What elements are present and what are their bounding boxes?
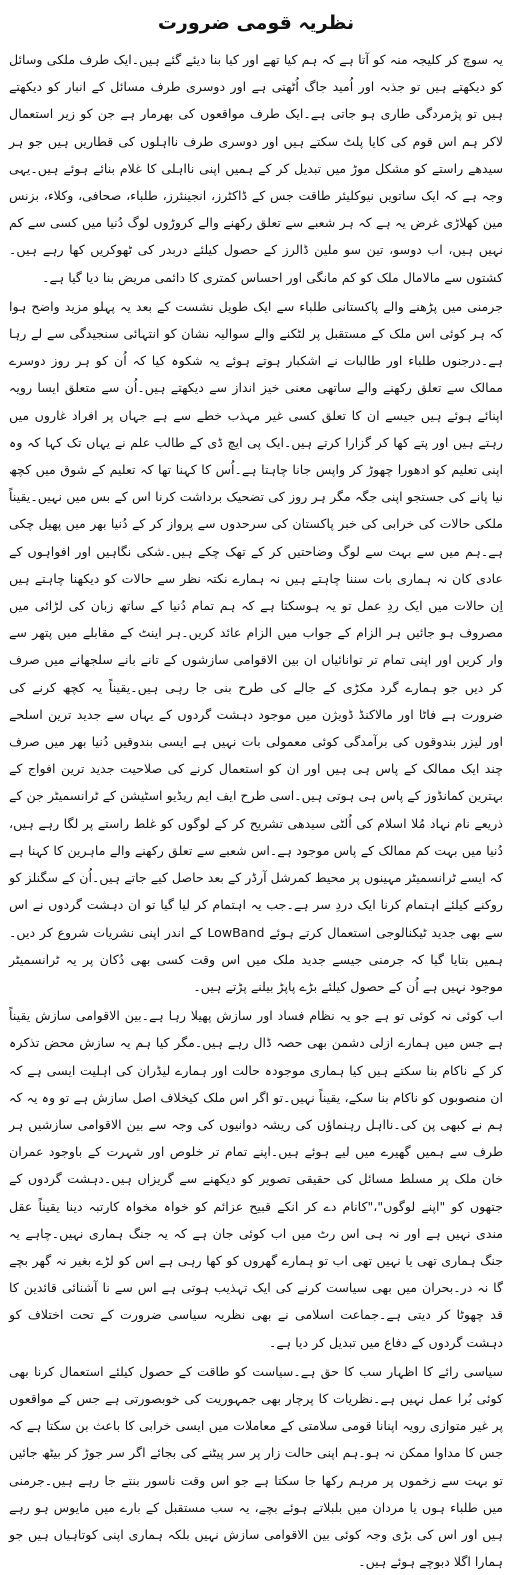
paragraph-2: جرمنی میں پڑھنے والے پاکستانی طلباء سے ایک طویل نشست کے بعد یہ پہلو مزید واضح ہوا کہ ہر کوئی اس ملک کے مستقبل پر لٹکنے والے سوالیہ نشان کو انتہائی سنجیدگی سے لے رہا ہے۔درجنوں طلباء اور طالبات نے اشکبار ہوتے ہوئے یہ شکوہ کیا کہ اُن کو ہر روز دوسرے ممالک سے تعلق رکھنے والے ساتھی معنی خیز انداز سے دیکھتے ہیں۔اُن سے متعلق ایسا رویہ اپنائے ہوئے ہیں جیسے ان کا تعلق کسی غیر مہذب خطے سے ہے جہاں پر افراد غاروں میں رہتے ہیں اور پتے کھا کر گزارا کرتے ہیں۔ایک پی ایچ ڈی کے طالب علم نے یہاں تک کہا کہ وہ اپنی تعلیم کو ادھورا چھوڑ کر واپس جانا چاہتا ہے۔اُس کا کہنا تھا کہ تعلیم کے شوق میں کچھ نیا پانے کی جستجو اپنی جگہ مگر ہر روز کی تضحیک برداشت کرنا اس کے بس میں نہیں۔یقیناً ملکی حالات کی خرابی کی خبر پاکستان کی سرحدوں سے پرواز کر کے دُنیا بھر میں پھیل چکی ہے۔ہم میں سے بہت سے لوگ وضاحتیں کر کے تھک چکے ہیں۔شکی نگاہیں اور افواہوں کے عادی کان نہ ہماری بات سننا چاہتے ہیں نہ ہمارے نکتہ نظر سے حالات کو دیکھنا چاہتے ہیں اِن حالات میں ایک ردِ عمل تو یہ ہوسکتا ہے کہ ہم تمام دُنیا کے ساتھ زبان کی لڑائی میں مصروف ہو جائیں ہر الزام کے جواب میں الزام عائد کریں۔ہر اینٹ کے مقابلے میں پتھر سے وار کریں اور اپنی تمام تر توانائیاں ان بین الاقوامی سازشوں کے تانے بانے سلجھانے میں صرف کر دیں جو ہمارے گرد مکڑی کے جالے کی طرح بنی جا رہی ہیں۔یقیناً یہ کچھ کرنے کی ضرورت ہے فاٹا اور مالاکنڈ ڈویژن میں موجود دہشت گردوں کے یہاں سے جدید ترین اسلحے اور لیزر بندوقوں کی برآمدگی کوئی معمولی بات نہیں ہے ایسی بندوقیں دُنیا بھر میں صرف چند ایک ممالک کے پاس ہی ہیں اور ان کو استعمال کرنے کی صلاحیت جدید ترین افواج کے بہترین کمانڈوز کے پاس ہی ہوتی ہیں۔اسی طرح ایف ایم ریڈیو اسٹیشن کے ٹرانسمیٹر جن کے ذریعے نام نہاد مُلا اسلام کی اُلٹی سیدھی تشریح کر کے لوگوں کو غلط راستے پر لگا رہے ہیں، دُنیا میں بہت کم ممالک کے پاس موجود ہے۔اس شعبے سے تعلق رکھنے والے ماہرین کا کہنا ہے کہ ایسے ٹرانسمیٹر مہینوں پر محیط کمرشل آرڈر کے بعد حاصل کیے جاتے ہیں۔اُن کے سگنلز کو روکنے کیلئے اہتمام کرنا ایک دردِ سر ہے۔جب یہ اہتمام کر لیا گیا تو ان دہشت گردوں نے اس سے بھی جدید ٹیکنالوجی استعمال کرتے ہوئے LowBand کے اندر اپنی نشریات شروع کر دیں۔ہمیں بتایا گیا کہ جرمنی جیسے جدید ملک میں اس وقت کسی بھی دُکان پر یہ ٹرانسمیٹر موجود نہیں ہے اُن کے حصول کیلئے بڑے پاپڑ بیلنے پڑتے ہیں۔ <box>8 298 504 994</box>
column-title: نظریہ قومی ضرورت <box>157 12 355 34</box>
column-body <box>9 46 503 1575</box>
paragraph-1: یہ سوچ کر کلیجہ منہ کو آتا ہے کہ ہم کیا تھے اور کیا بنا دیئے گئے ہیں۔ایک طرف ملکی وسائل کو دیکھتے ہیں تو جذبہ اور اُمید جاگ اُٹھتی ہے اور دوسری طرف مسائل کے انبار کو دیکھتے ہیں تو پژمردگی طاری ہو جاتی ہے۔ایک طرف مواقعوں کی بھرمار ہے جن کو زیر استعمال لاکر ہم اس قوم کی کایا پلٹ سکتے ہیں اور دوسری طرف نااہلوں کی قطاریں ہیں جو ہر سیدھے راستے کو مشکل موڑ میں تبدیل کر کے ہمیں اپنی نااہلی کا غلام بنائے ہوئے ہیں۔یہی وجہ ہے کہ ایک ساتویں نیوکلیئر طاقت جس کے ڈاکٹرز، انجینئرز، طلباء، صحافی، وکلاء، بزنس مین کھلاڑی غرض یہ ہے کہ ہر شعبے سے تعلق رکھنے والے کروڑوں لوگ دُنیا میں کسی سے کم نہیں ہیں، اب دوسو، تین سو ملین ڈالرز کے حصول کیلئے دربدر کی ٹھوکریں کھا رہے ہیں۔کشتوں سے مالامال ملک کو کم مانگی اور احساس کمتری کا دائمی مریض بنا دیا گیا ہے۔ <box>9 52 503 285</box>
paragraph-4: سیاسی رائے کا اظہار سب کا حق ہے۔سیاست کو طاقت کے حصول کیلئے استعمال کرنا بھی کوئی بُرا عمل نہیں ہے۔نظریات کا پرچار بھی جمہوریت کی خوبصورتی ہے جس کے مواقعوں پر غیر متوازی رویہ اپنانا قومی سلامتی کے معاملات میں ایسی خرابی کا باعث بن سکتا ہے کہ جس کا مداوا ممکن نہ ہو۔ہم اپنی حالت زار پر سر پیٹنے کی بجائے اگر سر جوڑ کر بیٹھ جائیں تو بہت سے زخموں پر مرہم رکھا جا سکتا ہے جو اس وقت ناسور بنتے جا رہے ہیں۔جرمنی میں طلباء ہوں یا مردان میں بلبلاتے ہوئے بچے، یہ سب مستقبل کے بارے میں مایوس ہو رہے ہیں اور اس کی بڑی وجہ کوئی بین الاقوامی سازش نہیں بلکہ ہماری اپنی کوتاہیاں ہیں جو ہمارا اگلا دبوچے ہوئے ہیں۔ <box>9 1363 503 1570</box>
paragraph-3: اب کوئی نہ کوئی تو ہے جو یہ نظام فساد اور سازش پھیلا رہا ہے۔بین الاقوامی سازش یقیناً ہے جس میں ہمارے ازلی دشمن بھی حصہ ڈال رہے ہیں۔مگر کیا ہم یہ سازش محض تذکرہ کر کے ناکام بنا سکتے ہیں کیا ہماری موجودہ حالت اور ہمارے لیڈران کی اہلیت ایسی ہے کہ ان منصوبوں کو ناکام بنا سکے، یقیناً نہیں۔تو اگر اس ملک کیخلاف اصل سازش ہے تو وہ یہ کہ ہم نے کبھی پن کی۔نااہل رہنماؤں کی ریشہ دوانیوں کی وجہ سے بین الاقوامی سازشیں ہر طرف سے ہمیں گھیرے میں لیے ہوئے ہیں۔اپنے تمام تر خلوص اور شہرت کے باوجود عمران خان ملک پر مسلط مسائل کی حقیقی تصویر کو دیکھنے سے گریزاں ہیں۔دہشت گردوں کے جتھوں کو "اپنے لوگوں"،"کانام دے کر انکے قبیح عزائم کو خواہ مخواہ کارتبہ دینا یقیناً عقل مندی نہیں ہے اور نہ ہی اس رٹ میں اب کوئی جان ہے کہ یہ جنگ ہماری نہیں۔چاہے یہ جنگ ہماری تھی یا نہیں تھی اب تو ہمارے گھروں کو کھا رہی ہے اس کو لڑے بغیر نہ گھر بچے گا نہ در۔بحران میں بھی سیاست کرنے کی ایک تہذیب ہوتی ہے اس سے نا آشنائی قائدین کا قد چھوٹا کر دیتی ہے۔جماعت اسلامی نے بھی نظریہ سیاسی ضرورت کے تحت اختلاف کو دہشت گردوں کے دفاع میں تبدیل کر دیا ہے۔ <box>9 1008 503 1350</box>
